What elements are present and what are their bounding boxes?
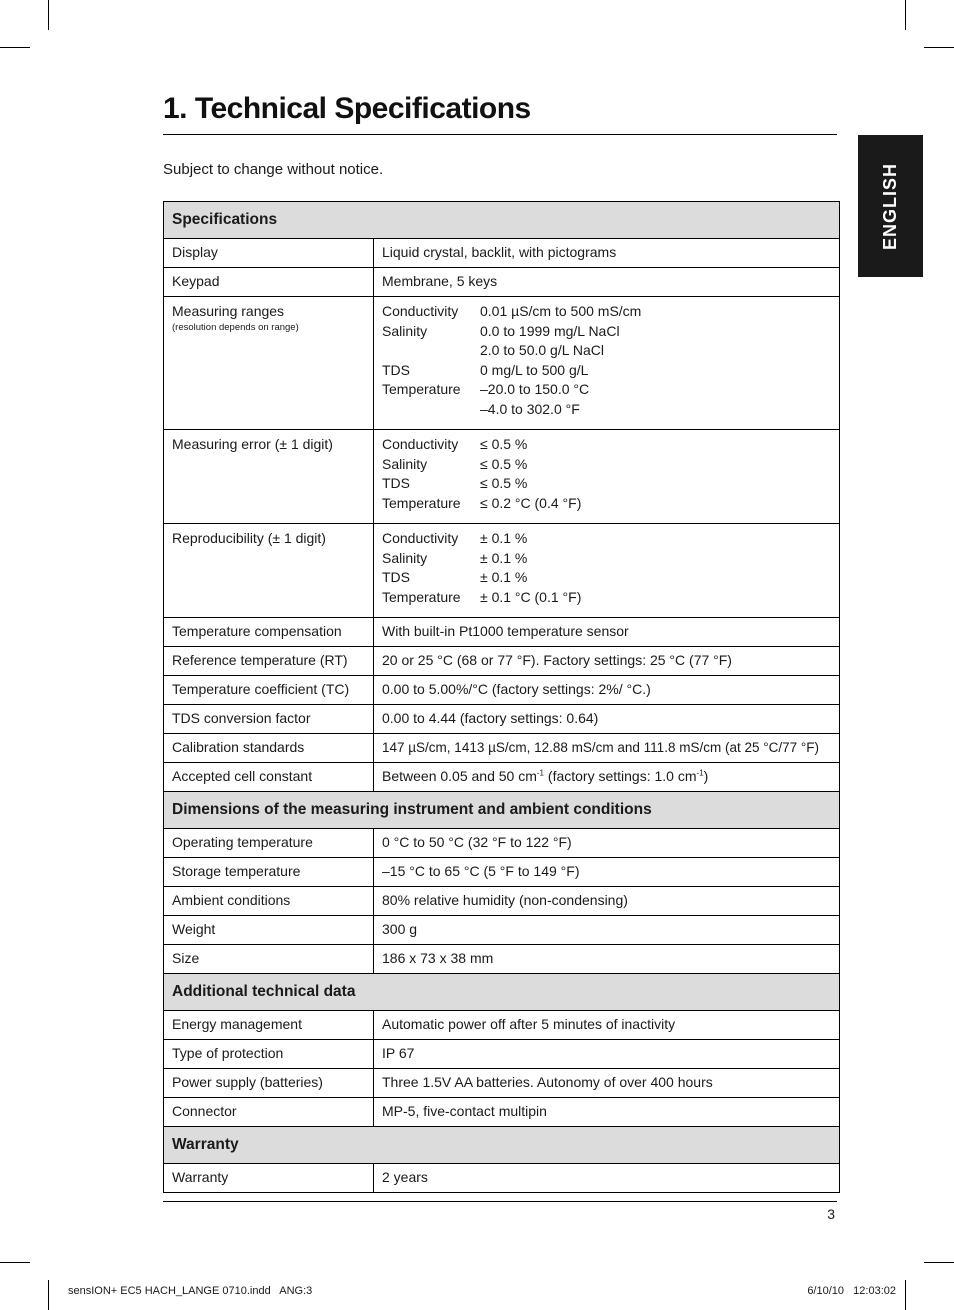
param-value: ≤ 0.5 %	[480, 455, 528, 472]
crop-mark	[905, 1280, 906, 1310]
param-value: 0.0 to 1999 mg/L NaCl	[480, 322, 620, 339]
param-name: TDS	[382, 361, 410, 378]
param-name: Salinity	[382, 322, 428, 339]
row-value: 0.00 to 5.00%/°C (factory settings: 2%/ °C.)	[374, 676, 840, 705]
table-row	[164, 705, 840, 734]
row-label: Type of protection	[164, 1040, 374, 1069]
row-value: MP-5, five-contact multipin	[374, 1098, 840, 1127]
row-value: 20 or 25 °C (68 or 77 °F). Factory settings: 25 °C (77 °F)	[374, 647, 840, 676]
table-row	[164, 1040, 840, 1069]
row-value-cell	[374, 297, 840, 430]
param-value: –20.0 to 150.0 °C	[480, 381, 590, 397]
row-label-note: (resolution depends on range)	[172, 321, 299, 333]
section-title: Additional technical data	[164, 974, 840, 1011]
row-label-cell	[164, 297, 374, 430]
table-row	[164, 916, 840, 945]
param-name	[382, 341, 480, 361]
section-title: Specifications	[164, 202, 840, 239]
table-row	[164, 618, 840, 647]
print-slug-timestamp: 6/10/10 12:03:02	[807, 1285, 896, 1297]
print-slug-filename: sensION+ EC5 HACH_LANGE 0710.indd ANG:3	[68, 1285, 313, 1297]
table-row	[164, 829, 840, 858]
row-value: 80% relative humidity (non-condensing)	[374, 887, 840, 916]
crop-mark	[0, 47, 30, 48]
row-label: Temperature coefficient (TC)	[164, 676, 374, 705]
row-label: TDS conversion factor	[164, 705, 374, 734]
superscript: -1	[536, 768, 545, 778]
param-name: Temperature	[382, 381, 461, 397]
row-value: )	[703, 768, 709, 784]
crop-mark	[905, 0, 906, 30]
row-label: Measuring error (± 1 digit)	[164, 430, 374, 524]
row-value: 147 µS/cm, 1413 µS/cm, 12.88 mS/cm and 111.8 mS/cm (at 25 °C/77 °F)	[374, 734, 840, 763]
row-label: Ambient conditions	[164, 887, 374, 916]
row-value: Liquid crystal, backlit, with pictograms	[374, 239, 840, 268]
subtitle-note: Subject to change without notice.	[163, 161, 384, 178]
row-label: Weight	[164, 916, 374, 945]
row-label: Storage temperature	[164, 858, 374, 887]
sub-value-grid	[382, 302, 831, 419]
row-value: (factory settings: 1.0 cm	[544, 768, 697, 784]
language-tab-label: ENGLISH	[880, 162, 901, 250]
row-label: Reference temperature (RT)	[164, 647, 374, 676]
table-row	[164, 1164, 840, 1193]
row-label: Connector	[164, 1098, 374, 1127]
row-value: IP 67	[374, 1040, 840, 1069]
sub-value-grid	[382, 529, 831, 607]
row-label: Operating temperature	[164, 829, 374, 858]
row-value: Membrane, 5 keys	[374, 268, 840, 297]
param-value: ± 0.1 %	[480, 569, 528, 585]
table-row	[164, 945, 840, 974]
row-label: Keypad	[164, 268, 374, 297]
param-name: TDS	[382, 475, 410, 491]
param-name: Salinity	[382, 455, 428, 472]
crop-mark	[0, 1262, 30, 1263]
param-value: 0.01 µS/cm to 500 mS/cm	[480, 303, 642, 319]
language-tab	[858, 135, 923, 277]
row-value: Between 0.05 and 50 cm	[382, 768, 537, 784]
param-value: –4.0 to 302.0 °F	[480, 400, 580, 417]
row-value: –15 °C to 65 °C (5 °F to 149 °F)	[374, 858, 840, 887]
crop-mark	[48, 0, 49, 30]
row-value-cell	[374, 430, 840, 524]
table-row	[164, 297, 840, 430]
section-title: Warranty	[164, 1127, 840, 1164]
crop-mark	[48, 1280, 49, 1310]
param-value: ± 0.1 %	[480, 530, 528, 546]
crop-mark	[924, 47, 954, 48]
row-value-cell	[374, 524, 840, 618]
superscript: -1	[696, 768, 704, 778]
row-value: With built-in Pt1000 temperature sensor	[374, 618, 840, 647]
page-number: 3	[827, 1206, 835, 1222]
table-row	[164, 763, 840, 792]
page-title: 1. Technical Specifications	[163, 92, 531, 125]
row-label: Power supply (batteries)	[164, 1069, 374, 1098]
param-value: 0 mg/L to 500 g/L	[480, 361, 589, 378]
row-value: Automatic power off after 5 minutes of inactivity	[374, 1011, 840, 1040]
row-label: Energy management	[164, 1011, 374, 1040]
row-value: 300 g	[374, 916, 840, 945]
param-value: ≤ 0.5 %	[480, 436, 528, 452]
param-value: ≤ 0.5 %	[480, 475, 528, 491]
row-label: Display	[164, 239, 374, 268]
table-row	[164, 1011, 840, 1040]
row-label: Warranty	[164, 1164, 374, 1193]
param-name: Salinity	[382, 549, 428, 566]
section-header-warranty	[164, 1127, 840, 1164]
section-header-additional	[164, 974, 840, 1011]
table-row	[164, 268, 840, 297]
table-row	[164, 430, 840, 524]
param-name	[382, 400, 480, 420]
title-divider	[163, 134, 837, 135]
section-header-dimensions	[164, 792, 840, 829]
param-value: ≤ 0.2 °C (0.4 °F)	[480, 494, 582, 511]
param-name: Conductivity	[382, 436, 459, 452]
table-row	[164, 524, 840, 618]
param-value: 2.0 to 50.0 g/L NaCl	[480, 342, 605, 358]
row-value: 0.00 to 4.44 (factory settings: 0.64)	[374, 705, 840, 734]
row-value: 0 °C to 50 °C (32 °F to 122 °F)	[374, 829, 840, 858]
row-label: Accepted cell constant	[164, 763, 374, 792]
section-header-specifications	[164, 202, 840, 239]
crop-mark	[924, 1262, 954, 1263]
row-label: Temperature compensation	[164, 618, 374, 647]
sub-value-grid	[382, 435, 831, 513]
row-value: 186 x 73 x 38 mm	[374, 945, 840, 974]
table-row	[164, 239, 840, 268]
table-row	[164, 1069, 840, 1098]
table-row	[164, 887, 840, 916]
param-value: ± 0.1 °C (0.1 °F)	[480, 588, 582, 605]
param-name: Conductivity	[382, 303, 459, 319]
table-row	[164, 1098, 840, 1127]
table-row	[164, 647, 840, 676]
table-row	[164, 734, 840, 763]
row-label: Measuring ranges	[172, 303, 285, 319]
row-value: 2 years	[374, 1164, 840, 1193]
param-name: TDS	[382, 569, 410, 585]
row-label: Size	[164, 945, 374, 974]
table-row	[164, 676, 840, 705]
param-name: Temperature	[382, 494, 461, 511]
row-label: Reproducibility (± 1 digit)	[164, 524, 374, 618]
row-value-cell	[374, 763, 840, 792]
param-name: Temperature	[382, 588, 461, 605]
specifications-table	[163, 201, 840, 1193]
row-label: Calibration standards	[164, 734, 374, 763]
section-title: Dimensions of the measuring instrument and ambient conditions	[164, 792, 840, 829]
param-name: Conductivity	[382, 530, 459, 546]
param-value: ± 0.1 %	[480, 549, 528, 566]
table-row	[164, 858, 840, 887]
footer-divider	[163, 1201, 837, 1202]
row-value: Three 1.5V AA batteries. Autonomy of over 400 hours	[374, 1069, 840, 1098]
